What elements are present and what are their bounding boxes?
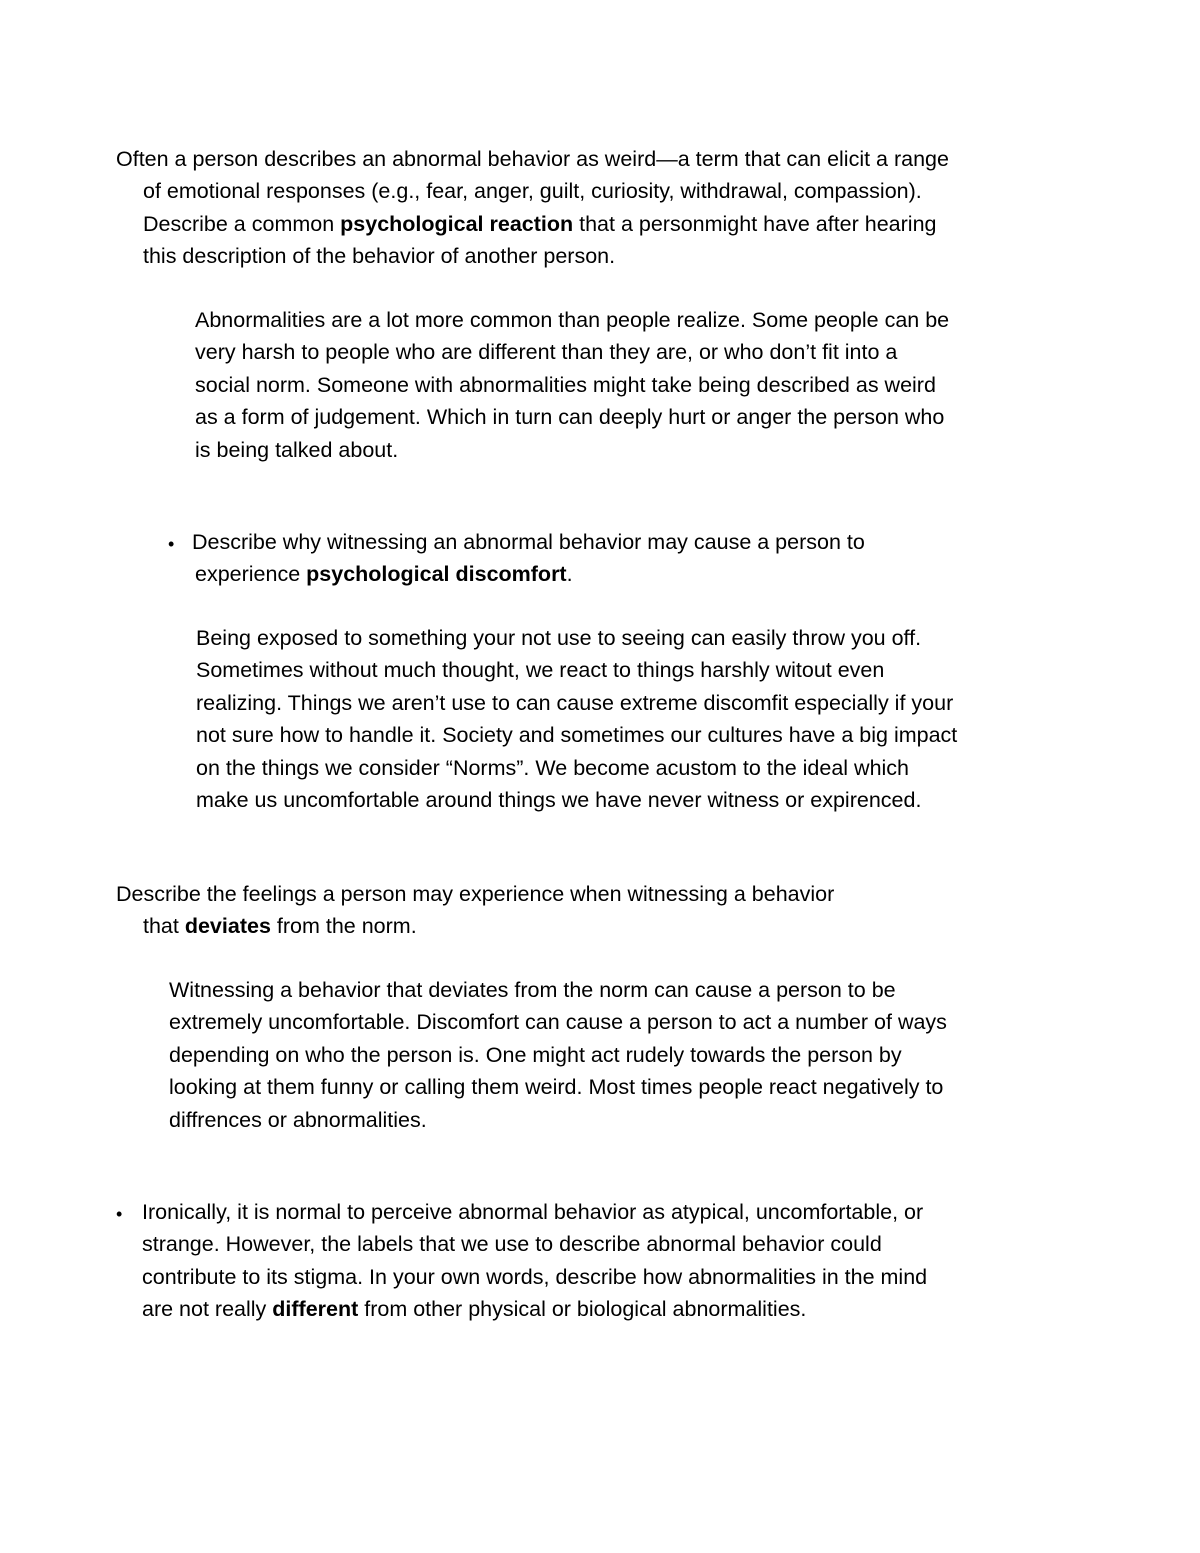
answer-2-line-1: Being exposed to something your not use to seeing can easily throw you off. (196, 626, 922, 650)
question-2-line-2-pre: experience (195, 562, 307, 587)
answer-3 (169, 974, 947, 1136)
bullet-icon: • (116, 1204, 123, 1224)
answer-3-line-2: extremely uncomfortable. Discomfort can cause a person to act a number of ways (169, 1010, 947, 1035)
question-1-line-2: of emotional responses (e.g., fear, anger, guilt, curiosity, withdrawal, compassion). (143, 179, 922, 204)
question-2-emphasis: psychological discomfort (306, 562, 567, 587)
question-1-line-4: this description of the behavior of another person. (143, 244, 616, 269)
answer-2-line-6: make us uncomfortable around things we have never witness or expirenced. (196, 787, 922, 812)
question-4-line-4-pre: are not really (142, 1297, 273, 1322)
question-4 (142, 1196, 927, 1326)
answer-3-line-3: depending on who the person is. One might act rudely towards the person by (169, 1042, 902, 1067)
question-1-line-3 (116, 208, 949, 240)
answer-2-line-2: Sometimes without much thought, we react to things harshly witout even (196, 658, 885, 683)
answer-1-line-2: very harsh to people who are different than they are, or who don’t fit into a (195, 340, 898, 365)
answer-3-line-1: Witnessing a behavior that deviates from the norm can cause a person to be (169, 978, 896, 1002)
question-1-line-1: Often a person describes an abnormal behavior as weird—a term that can elicit a range (116, 147, 949, 171)
question-3-line-2-post: from the norm. (270, 914, 417, 939)
question-1 (116, 143, 949, 273)
question-1-line-3-post: that a personmight have after hearing (573, 211, 937, 236)
question-2 (192, 526, 865, 591)
question-1-emphasis: psychological reaction (340, 211, 574, 236)
question-2-line-2 (192, 558, 865, 590)
question-3-line-2-pre: that (143, 914, 185, 939)
answer-1-line-1: Abnormalities are a lot more common than people realize. Some people can be (195, 308, 950, 332)
answer-1 (195, 304, 949, 466)
question-4-line-2: strange. However, the labels that we use to describe abnormal behavior could (142, 1232, 882, 1257)
answer-3-line-5: diffrences or abnormalities. (169, 1107, 427, 1132)
answer-3-line-4: looking at them funny or calling them weird. Most times people react negatively to (169, 1075, 944, 1100)
question-4-emphasis: different (272, 1297, 359, 1322)
bullet-icon: • (168, 534, 175, 554)
question-3-line-1: Describe the feelings a person may experience when witnessing a behavior (116, 882, 835, 906)
question-3-emphasis: deviates (184, 914, 271, 939)
question-3-line-2 (116, 910, 834, 942)
answer-2-line-3: realizing. Things we aren’t use to can cause extreme discomfit especially if your (196, 690, 954, 715)
question-4-line-3: contribute to its stigma. In your own words, describe how abnormalities in the mind (142, 1264, 928, 1289)
question-2-line-1: Describe why witnessing an abnormal behavior may cause a person to (192, 530, 865, 554)
question-4-line-4 (142, 1293, 927, 1325)
answer-1-line-5: is being talked about. (195, 437, 399, 462)
question-4-line-4-post: from other physical or biological abnormalities. (358, 1297, 807, 1322)
answer-1-line-3: social norm. Someone with abnormalities might take being described as weird (195, 372, 936, 397)
answer-2-line-4: not sure how to handle it. Society and sometimes our cultures have a big impact (196, 723, 958, 748)
answer-2-line-5: on the things we consider “Norms”. We become acustom to the ideal which (196, 755, 910, 780)
answer-1-line-4: as a form of judgement. Which in turn can deeply hurt or anger the person who (195, 405, 945, 430)
question-2-line-2-post: . (566, 562, 573, 587)
question-3 (116, 878, 834, 943)
question-4-line-1: Ironically, it is normal to perceive abnormal behavior as atypical, uncomfortable, or (142, 1200, 924, 1224)
question-1-line-3-pre: Describe a common (143, 211, 341, 236)
answer-2 (196, 622, 957, 816)
